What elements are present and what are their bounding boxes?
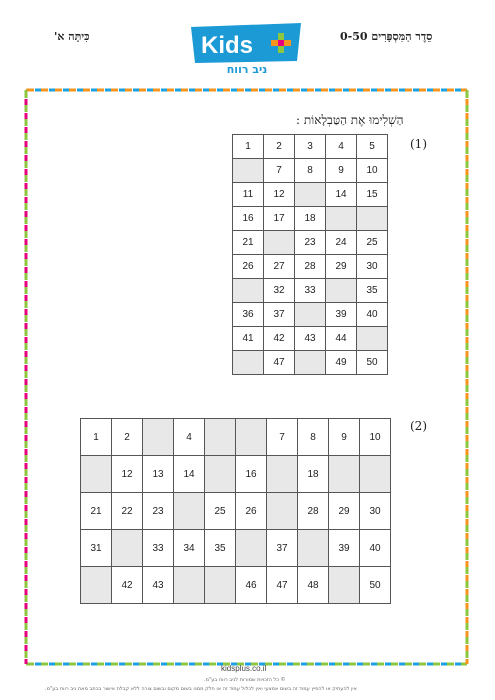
empty-number-cell[interactable] bbox=[329, 567, 360, 604]
number-table-1 bbox=[232, 134, 388, 375]
number-cell: 28 bbox=[295, 255, 326, 279]
number-cell: 27 bbox=[264, 255, 295, 279]
number-cell: 35 bbox=[357, 279, 388, 303]
table-row bbox=[233, 351, 388, 375]
empty-number-cell[interactable] bbox=[81, 456, 112, 493]
number-cell: 9 bbox=[329, 419, 360, 456]
number-cell: 21 bbox=[81, 493, 112, 530]
number-cell: 26 bbox=[236, 493, 267, 530]
kids-plus-logo bbox=[187, 21, 305, 75]
number-cell: 37 bbox=[264, 303, 295, 327]
number-cell: 47 bbox=[264, 351, 295, 375]
number-cell: 1 bbox=[233, 135, 264, 159]
number-cell: 23 bbox=[143, 493, 174, 530]
number-cell: 35 bbox=[205, 530, 236, 567]
number-cell: 12 bbox=[264, 183, 295, 207]
empty-number-cell[interactable] bbox=[205, 419, 236, 456]
empty-number-cell[interactable] bbox=[205, 567, 236, 604]
empty-number-cell[interactable] bbox=[267, 456, 298, 493]
number-cell: 8 bbox=[298, 419, 329, 456]
number-cell: 8 bbox=[295, 159, 326, 183]
number-cell: 2 bbox=[264, 135, 295, 159]
number-cell: 22 bbox=[112, 493, 143, 530]
number-cell: 29 bbox=[329, 493, 360, 530]
number-cell: 14 bbox=[326, 183, 357, 207]
number-cell: 21 bbox=[233, 231, 264, 255]
number-cell: 10 bbox=[360, 419, 391, 456]
number-cell: 7 bbox=[264, 159, 295, 183]
empty-number-cell[interactable] bbox=[264, 231, 295, 255]
footer-copyright: © כל הזכויות שמורות לניב רווח בע"מ. bbox=[204, 677, 286, 683]
table-row bbox=[233, 255, 388, 279]
number-cell: 12 bbox=[112, 456, 143, 493]
empty-number-cell[interactable] bbox=[233, 159, 264, 183]
empty-number-cell[interactable] bbox=[174, 493, 205, 530]
empty-number-cell[interactable] bbox=[326, 207, 357, 231]
number-cell: 16 bbox=[233, 207, 264, 231]
number-cell: 25 bbox=[205, 493, 236, 530]
number-cell: 7 bbox=[267, 419, 298, 456]
table-row bbox=[81, 530, 391, 567]
empty-number-cell[interactable] bbox=[236, 530, 267, 567]
number-cell: 24 bbox=[326, 231, 357, 255]
empty-number-cell[interactable] bbox=[329, 456, 360, 493]
number-cell: 44 bbox=[326, 327, 357, 351]
logo-subtext: ניב רווח bbox=[226, 63, 268, 75]
table-row bbox=[81, 419, 391, 456]
number-cell: 9 bbox=[326, 159, 357, 183]
number-cell: 17 bbox=[264, 207, 295, 231]
footer-url: kidsplus.co.il bbox=[221, 664, 267, 673]
table-row bbox=[233, 135, 388, 159]
empty-number-cell[interactable] bbox=[360, 456, 391, 493]
empty-number-cell[interactable] bbox=[233, 279, 264, 303]
number-cell: 47 bbox=[267, 567, 298, 604]
number-cell: 36 bbox=[233, 303, 264, 327]
number-cell: 14 bbox=[174, 456, 205, 493]
number-cell: 33 bbox=[295, 279, 326, 303]
number-cell: 39 bbox=[326, 303, 357, 327]
empty-number-cell[interactable] bbox=[295, 351, 326, 375]
number-cell: 50 bbox=[360, 567, 391, 604]
table-row bbox=[233, 159, 388, 183]
empty-number-cell[interactable] bbox=[112, 530, 143, 567]
number-cell: 18 bbox=[298, 456, 329, 493]
number-cell: 42 bbox=[264, 327, 295, 351]
number-cell: 49 bbox=[326, 351, 357, 375]
number-cell: 16 bbox=[236, 456, 267, 493]
number-cell: 5 bbox=[357, 135, 388, 159]
table-row bbox=[81, 493, 391, 530]
number-cell: 42 bbox=[112, 567, 143, 604]
grade-label: כִּיתָּה א' bbox=[54, 30, 90, 43]
question-1-label: (1) bbox=[410, 137, 427, 151]
number-cell: 34 bbox=[174, 530, 205, 567]
number-cell: 28 bbox=[298, 493, 329, 530]
number-cell: 32 bbox=[264, 279, 295, 303]
number-cell: 3 bbox=[295, 135, 326, 159]
number-cell: 30 bbox=[357, 255, 388, 279]
number-cell: 11 bbox=[233, 183, 264, 207]
number-cell: 4 bbox=[326, 135, 357, 159]
empty-number-cell[interactable] bbox=[357, 207, 388, 231]
number-cell: 43 bbox=[295, 327, 326, 351]
table-row bbox=[233, 207, 388, 231]
number-cell: 31 bbox=[81, 530, 112, 567]
number-cell: 18 bbox=[295, 207, 326, 231]
empty-number-cell[interactable] bbox=[236, 419, 267, 456]
table-row bbox=[81, 567, 391, 604]
table-row bbox=[233, 327, 388, 351]
number-cell: 4 bbox=[174, 419, 205, 456]
number-cell: 39 bbox=[329, 530, 360, 567]
number-cell: 43 bbox=[143, 567, 174, 604]
worksheet-title: סֵדֶר הַמִּסְפָּרִים 0-50 bbox=[340, 30, 433, 43]
table-row bbox=[81, 456, 391, 493]
number-table-2 bbox=[80, 418, 391, 604]
number-cell: 30 bbox=[360, 493, 391, 530]
table-row bbox=[233, 183, 388, 207]
table-row bbox=[233, 231, 388, 255]
number-cell: 10 bbox=[357, 159, 388, 183]
empty-number-cell[interactable] bbox=[295, 303, 326, 327]
logo-text: Kids bbox=[201, 32, 254, 59]
empty-number-cell[interactable] bbox=[267, 493, 298, 530]
empty-number-cell[interactable] bbox=[81, 567, 112, 604]
table-row bbox=[233, 279, 388, 303]
number-cell: 29 bbox=[326, 255, 357, 279]
number-cell: 25 bbox=[357, 231, 388, 255]
number-cell: 15 bbox=[357, 183, 388, 207]
number-cell: 40 bbox=[357, 303, 388, 327]
number-cell: 1 bbox=[81, 419, 112, 456]
footer-legal: אין להעתיק או להפיץ עמוד זה בשום אמצעי ואין לכלול עמוד זה או חלק ממנו בשום מקום ובשום צורה ללא קבלת אישור בכתב מאת ניב רווח בע"מ. bbox=[45, 686, 357, 692]
table-row bbox=[233, 303, 388, 327]
number-cell: 37 bbox=[267, 530, 298, 567]
number-cell: 2 bbox=[112, 419, 143, 456]
empty-number-cell[interactable] bbox=[205, 456, 236, 493]
empty-number-cell[interactable] bbox=[233, 351, 264, 375]
number-cell: 33 bbox=[143, 530, 174, 567]
number-cell: 23 bbox=[295, 231, 326, 255]
question-2-label: (2) bbox=[410, 419, 427, 433]
empty-number-cell[interactable] bbox=[174, 567, 205, 604]
empty-number-cell[interactable] bbox=[143, 419, 174, 456]
number-cell: 50 bbox=[357, 351, 388, 375]
number-cell: 26 bbox=[233, 255, 264, 279]
number-cell: 13 bbox=[143, 456, 174, 493]
empty-number-cell[interactable] bbox=[326, 279, 357, 303]
empty-number-cell[interactable] bbox=[357, 327, 388, 351]
number-cell: 48 bbox=[298, 567, 329, 604]
number-cell: 40 bbox=[360, 530, 391, 567]
number-cell: 41 bbox=[233, 327, 264, 351]
number-cell: 46 bbox=[236, 567, 267, 604]
empty-number-cell[interactable] bbox=[295, 183, 326, 207]
instruction-text: הַשְׁלִימוּ אֶת הַטַּבְלָאוֹת : bbox=[296, 113, 404, 127]
empty-number-cell[interactable] bbox=[298, 530, 329, 567]
